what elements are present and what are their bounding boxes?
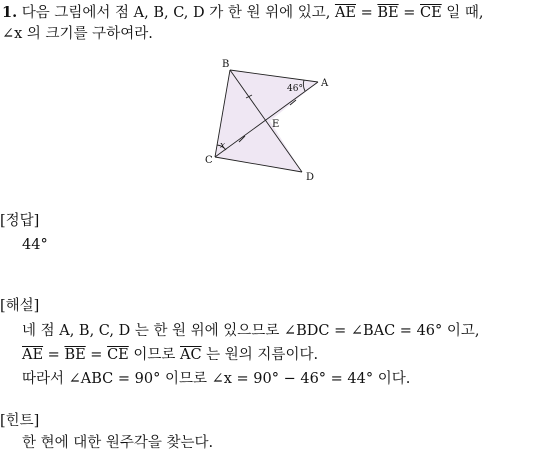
label-c: C (205, 155, 213, 166)
answer-header: [정답] (0, 213, 40, 229)
label-b: B (222, 59, 230, 70)
hint-text: 한 현에 대한 원주각을 찾는다. (22, 435, 214, 451)
solution-line-1: 네 점 A, B, C, D 는 한 원 위에 있으므로 ∠BDC = ∠BAC = 46° 이고, (22, 323, 480, 339)
label-e: E (272, 119, 280, 130)
equals-sign: = (398, 5, 420, 21)
answer-value: 44° (22, 237, 48, 253)
problem-text-a: 다음 그림에서 점 A, B, C, D 가 한 원 위에 있고, (21, 5, 335, 21)
segment-ae: $\overline{AE}$ (22, 347, 44, 363)
segment-be: $\overline{BE}$ (377, 5, 399, 21)
problem-line-2: ∠x 의 크기를 구하여라. (2, 26, 153, 42)
angle-label-46: 46° (287, 84, 303, 94)
solution-header: [해설] (0, 298, 40, 314)
segment-ce: $\overline{CE}$ (420, 5, 442, 21)
solution-line-2 (22, 346, 318, 364)
segment-ac: $\overline{AC}$ (180, 347, 202, 363)
problem-number: 1. (2, 4, 18, 21)
angle-label-x: x (220, 141, 226, 151)
solution-line-3: 따라서 ∠ABC = 90° 이므로 ∠x = 90° − 46° = 44° 이다. (22, 371, 411, 387)
equals-sign: = (43, 347, 65, 363)
hint-header: [힌트] (0, 413, 40, 429)
equals-sign: = (356, 5, 378, 21)
problem-text-b: 일 때, (441, 5, 484, 21)
solution-text: 는 원의 지름이다. (201, 347, 319, 363)
label-a: A (321, 78, 329, 89)
segment-ae: $\overline{AE}$ (334, 5, 356, 21)
equals-sign: = (85, 347, 108, 363)
solution-text: 이므로 (128, 347, 180, 363)
segment-be: $\overline{BE}$ (64, 347, 86, 363)
label-d: D (306, 172, 315, 183)
segment-ce: $\overline{CE}$ (107, 347, 129, 363)
